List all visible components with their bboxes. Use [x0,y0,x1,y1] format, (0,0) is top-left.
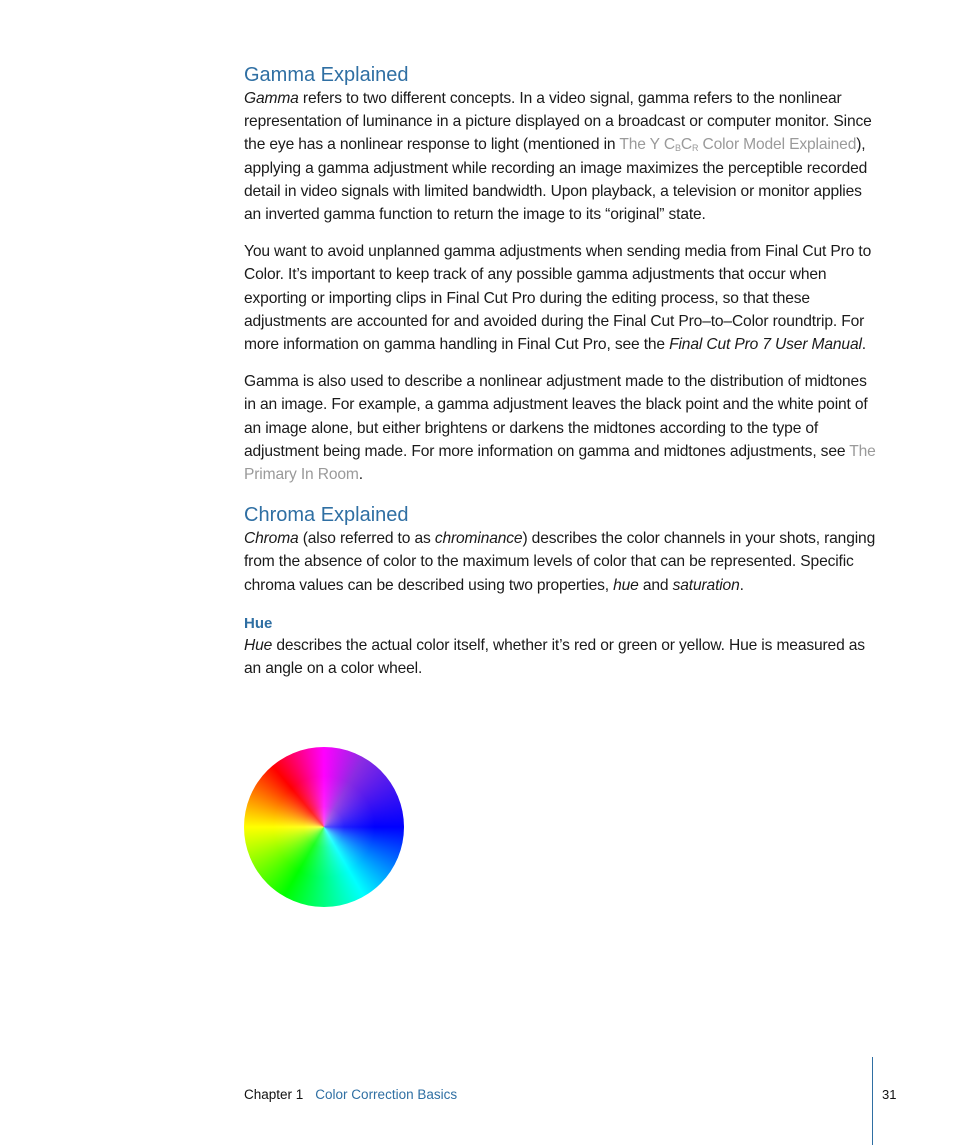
gamma-paragraph-2 [244,240,876,356]
hue-term-inline: hue [613,576,639,594]
gamma-term: Gamma [244,90,299,107]
gamma-paragraph-1 [244,87,876,226]
color-wheel-figure [244,747,404,907]
footer-divider [872,1057,873,1145]
chroma-p1-text-3: and [638,576,673,594]
gamma-p3-text-1: Gamma is also used to describe a nonlinear adjustment made to the distribution of midtones in an image. For example, a gamma adjustment leaves the black point and the white point of an image alone, but either brightens or darkens the midtones according to the type of adjustment being made. For more information on gamma and midtones adjustments, see [244,373,868,460]
chroma-p1-text-4: . [739,576,744,594]
primary-in-room-link[interactable]: The Primary In Room [244,442,876,484]
chroma-paragraph-1 [244,527,876,597]
final-cut-pro-manual-title: Final Cut Pro 7 User Manual [669,336,862,354]
gamma-p1-text-2: ), applying a gamma adjustment while recording an image maximizes the perceptible recorded detail in video signals with limited bandwidth. Upon playback, a television or monitor applies an inverted gamma function to return the image to its “original” state. [244,136,868,224]
gamma-p2-text-1: You want to avoid unplanned gamma adjustments when sending media from Final Cut Pro to Color. It’s important to keep track of any possible gamma adjustments that occur when exporting or importing clips in Final Cut Pro during the editing process, so that these adjustments are accounted for and avoided during the Final Cut Pro–to–Color roundtrip. For more information on gamma handling in Final Cut Pro, see the [244,243,872,354]
chroma-term: Chroma [244,530,299,548]
hue-p1-text-1: describes the actual color itself, whether it’s red or green or yellow. Hue is measured as an angle on a color wheel. [244,636,865,678]
gamma-paragraph-3 [244,370,876,486]
chrominance-term: chrominance [434,530,523,548]
page-content [244,60,876,680]
link-text-c: Color Model Explained [698,136,857,154]
link-subscript-r: R [691,143,699,154]
hue-heading: Hue [244,614,273,632]
link-text-a: The Y C [619,136,675,154]
saturation-term-inline: saturation [672,576,740,594]
chroma-explained-heading: Chroma Explained [244,504,409,527]
ycbcr-color-model-link[interactable] [619,136,856,153]
chroma-p1-text-2: ) describes the color channels in your shots, ranging from the absence of color to the maximum levels of color that can be represented. Specific chroma values can be described using two properties, [244,530,876,594]
page-number: 31 [882,1087,897,1102]
chroma-p1-text-1: (also referred to as [298,530,435,548]
gamma-explained-heading: Gamma Explained [244,64,409,86]
link-subscript-b: B [674,143,681,154]
chapter-title: Color Correction Basics [315,1087,458,1102]
gamma-p2-text-2: . [861,336,866,354]
gamma-p1-text-1: refers to two different concepts. In a video signal, gamma refers to the nonlinear representation of luminance in a picture displayed on a broadcast or computer monitor. Since the eye has a nonlinear response to light (mentioned in [244,90,872,154]
hue-paragraph-1 [244,634,876,680]
hue-color-wheel [244,747,404,907]
link-text-b: C [680,136,692,154]
chapter-label: Chapter 1 [244,1087,304,1102]
gamma-p3-text-2: . [358,466,363,484]
hue-term: Hue [244,636,273,654]
page-footer [244,1086,457,1104]
